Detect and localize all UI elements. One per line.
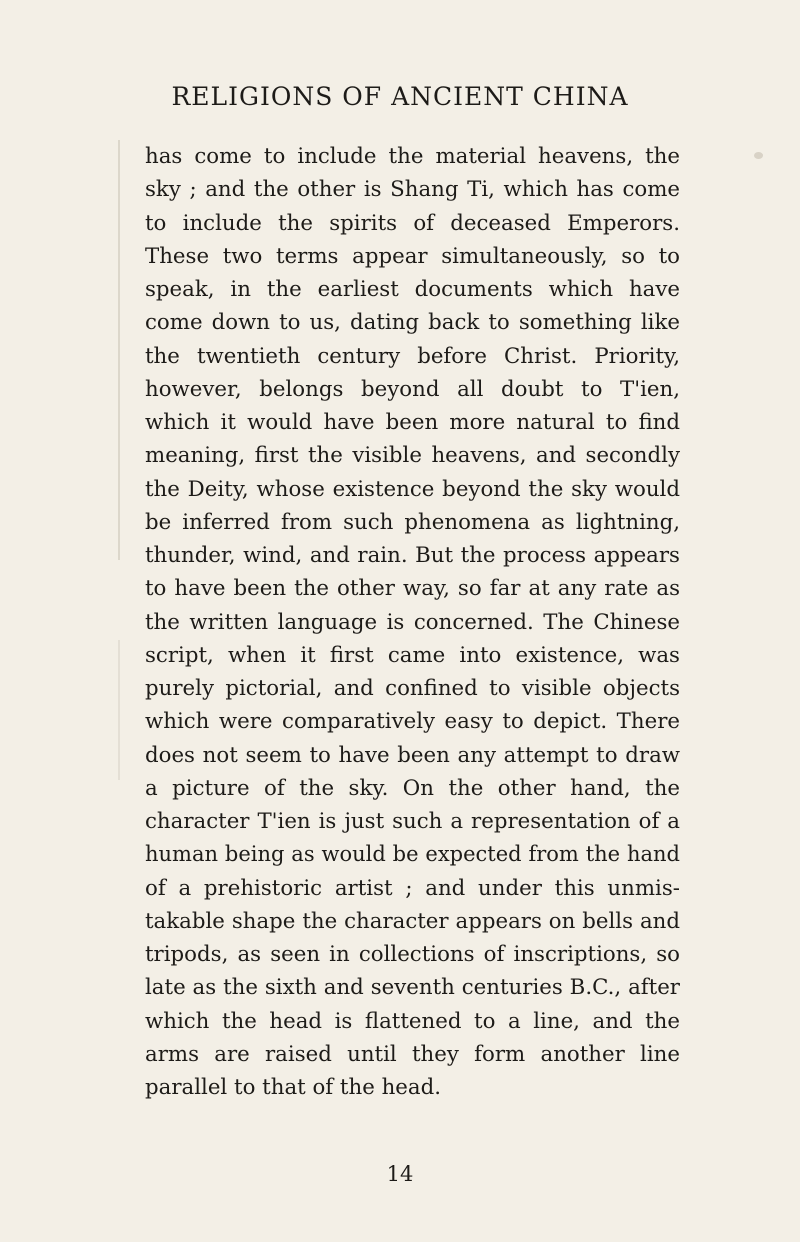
margin-shadow xyxy=(118,640,120,780)
text-line: human being as would be expected from the hand xyxy=(145,842,680,867)
text-line: does not seem to have been any attempt to draw xyxy=(145,742,680,768)
text-line: parallel to that of the head. xyxy=(145,1075,442,1100)
text-line: be inferred from such phenomena as lightning, xyxy=(145,509,680,535)
text-line: arms are raised until they form another line xyxy=(145,1041,680,1067)
text-line: meaning, first the visible heavens, and secondly xyxy=(145,443,680,469)
running-head: RELIGIONS OF ANCIENT CHINA xyxy=(171,82,629,111)
text-line: takable shape the character appears on bells and xyxy=(145,908,680,934)
margin-shadow xyxy=(118,140,120,560)
text-line: script, when it first came into existence, was xyxy=(145,642,680,668)
text-line: come down to us, dating back to something like xyxy=(145,310,680,336)
body-text xyxy=(145,140,680,1104)
text-line: of a prehistoric artist ; and under this unmis- xyxy=(145,875,680,901)
text-line: which were comparatively easy to depict. There xyxy=(145,709,680,735)
text-line: to have been the other way, so far at any rate as xyxy=(145,576,680,602)
text-line: tripods, as seen in collections of inscriptions, so xyxy=(145,942,680,967)
text-line: the twentieth century before Christ. Priority, xyxy=(145,343,680,369)
text-line: thunder, wind, and rain. But the process appears xyxy=(145,543,680,568)
page-number: 14 xyxy=(386,1162,414,1186)
text-line: has come to include the material heavens, the xyxy=(145,144,680,169)
text-line: a picture of the sky. On the other hand, the xyxy=(145,775,680,801)
foxing-spot xyxy=(754,152,763,159)
text-line: however, belongs beyond all doubt to T'ien, xyxy=(145,376,680,402)
text-line: sky ; and the other is Shang Ti, which has come xyxy=(145,177,680,203)
text-line: the Deity, whose existence beyond the sky would xyxy=(145,476,680,502)
text-line: These two terms appear simultaneously, so to xyxy=(145,243,680,269)
text-line: speak, in the earliest documents which have xyxy=(145,277,680,302)
text-line: character T'ien is just such a representation of a xyxy=(145,809,680,834)
text-line: which the head is flattened to a line, and the xyxy=(145,1008,680,1034)
text-line: late as the sixth and seventh centuries B.C., after xyxy=(145,975,680,1001)
text-line: the written language is concerned. The Chinese xyxy=(145,609,680,635)
text-line: to include the spirits of deceased Emperors. xyxy=(145,210,680,236)
text-line: which it would have been more natural to find xyxy=(145,410,680,435)
text-line: purely pictorial, and confined to visible objects xyxy=(145,676,680,701)
